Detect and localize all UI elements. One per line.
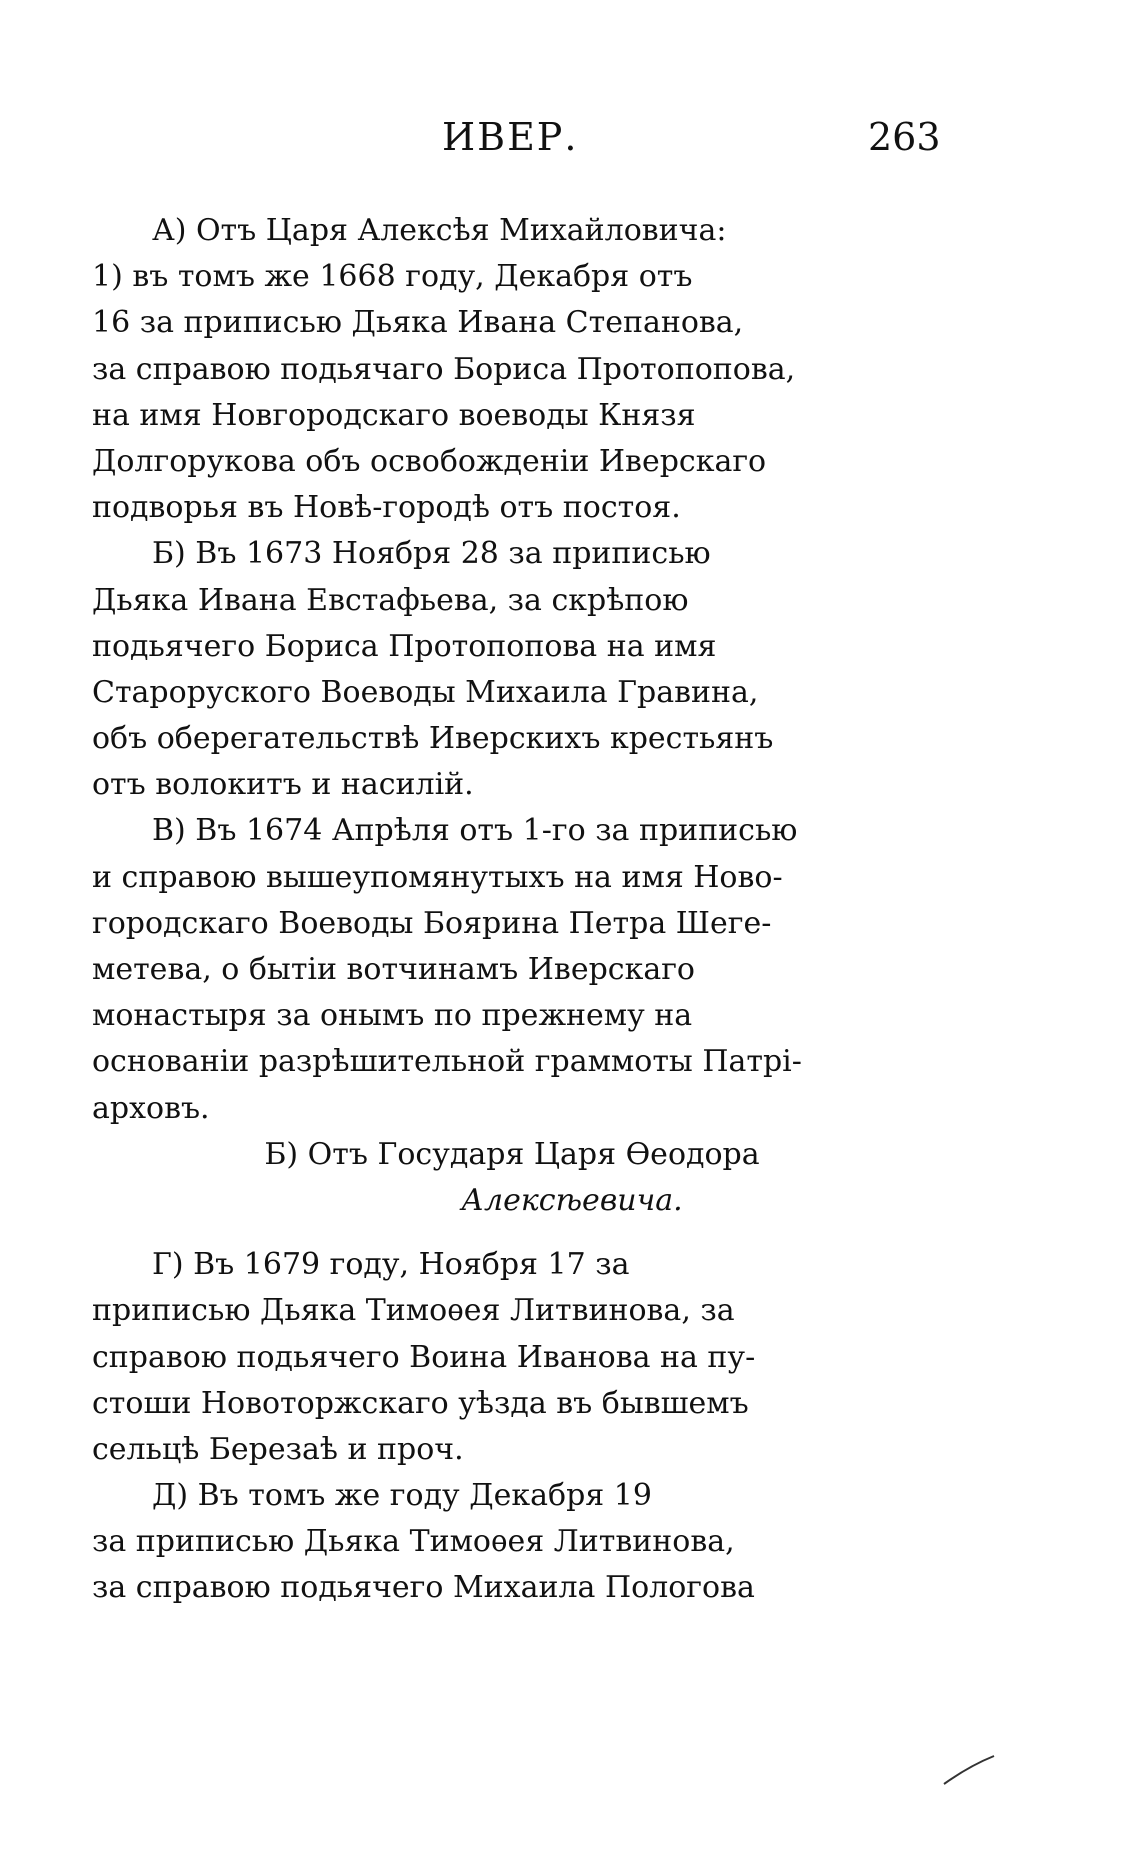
text-line: подворья въ Новѣ-городѣ отъ постоя.: [92, 490, 681, 526]
text-line: монастыря за онымъ по прежнему на: [92, 998, 693, 1034]
text-line: и справою вышеупомянутыхъ на имя Ново-: [92, 859, 783, 895]
section-heading-cont: Алексѣевича.: [461, 1182, 683, 1218]
text-line: объ оберегательствѣ Иверскихъ крестьянъ: [92, 721, 774, 757]
text-line: Б) Въ 1673 Ноября 28 за приписью: [152, 536, 711, 572]
text-line: за справою подьячего Михаила Пологова: [92, 1570, 755, 1606]
text-line: справою подьячего Воина Иванова на пу-: [92, 1339, 756, 1375]
text-line: за приписью Дьяка Тимоѳея Литвинова,: [92, 1524, 735, 1560]
text-line: метева, о бытіи вотчинамъ Иверскаго: [92, 952, 695, 987]
text-line: сельцѣ Березаѣ и проч.: [92, 1431, 464, 1467]
text-line: Дьяка Ивана Евстафьева, за скрѣпою: [92, 582, 689, 618]
pen-stroke-mark: [940, 1750, 1000, 1790]
running-head: ИВЕР.: [442, 115, 579, 159]
text-line: подьячего Бориса Протопопова на имя: [92, 628, 717, 664]
text-line: за справою подьячаго Бориса Протопопова,: [92, 351, 796, 387]
section-heading: Б) Отъ Государя Царя Ѳеодора: [264, 1136, 760, 1172]
text-line: Долгорукова объ освобожденіи Иверскаго: [92, 443, 767, 479]
text-line: отъ волокитъ и насилій.: [92, 767, 474, 803]
text-line: городскаго Воеводы Боярина Петра Шеге-: [92, 905, 772, 941]
text-line: приписью Дьяка Тимоѳея Литвинова, за: [92, 1293, 735, 1329]
text-line: Д) Въ томъ же году Декабря 19: [152, 1478, 652, 1514]
text-line: 1) въ томъ же 1668 году, Декабря отъ: [92, 259, 693, 295]
text-line: стоши Новоторжскаго уѣзда въ бывшемъ: [92, 1385, 749, 1421]
page-header: [0, 115, 1140, 175]
body-text: [92, 208, 932, 1612]
text-line: Староруского Воеводы Михаила Гравина,: [92, 674, 759, 710]
text-line: В) Въ 1674 Апрѣля отъ 1-го за приписью: [152, 813, 798, 849]
text-line: 16 за приписью Дьяка Ивана Степанова,: [92, 305, 744, 341]
text-line: А) Отъ Царя Алексѣя Михайловича:: [152, 213, 727, 248]
text-line: на имя Новгородскаго воеводы Князя: [92, 397, 696, 433]
text-line: основаніи разрѣшительной граммоты Патрі-: [92, 1044, 802, 1080]
page-number: 263: [868, 115, 941, 159]
text-line: арховъ.: [92, 1090, 210, 1126]
text-line: Г) Въ 1679 году, Ноября 17 за: [152, 1247, 630, 1283]
